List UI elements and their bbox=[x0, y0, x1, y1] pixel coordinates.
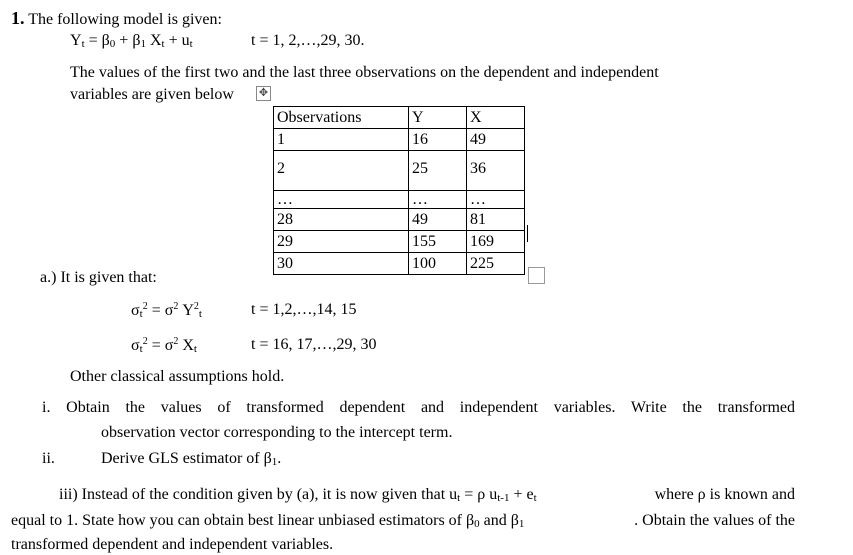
obs-text-line1: The values of the first two and the last three observations on the dependent and independent bbox=[70, 64, 659, 81]
iii-text: iii) Instead of the condition given by (a), it is now given that u bbox=[59, 486, 458, 503]
cond-sub: t bbox=[193, 343, 197, 355]
part-iii-line2 bbox=[11, 512, 795, 530]
table-row bbox=[274, 209, 525, 231]
item-ii-text bbox=[101, 450, 281, 468]
item-ii-label: ii. bbox=[42, 450, 55, 467]
question-intro: The following model is given: bbox=[28, 11, 222, 28]
part-iii-line1 bbox=[59, 486, 795, 504]
iii-text: . Obtain the values of the bbox=[634, 512, 795, 529]
iii-text: equal to 1. State how you can obtain best linear unbiased estimators of β bbox=[11, 512, 475, 529]
cond-text: Y bbox=[178, 302, 194, 319]
iii-sub: 0 bbox=[474, 518, 480, 530]
condition-2 bbox=[131, 336, 197, 355]
part-a-heading bbox=[40, 269, 157, 287]
eq-sub: t bbox=[81, 38, 85, 50]
item-i-line1: i. Obtain the values of transformed dependent and independent variables. Write the transformed bbox=[42, 399, 795, 416]
cond-sup: 2 bbox=[173, 301, 179, 312]
cond-sup: 2 bbox=[142, 336, 148, 347]
table-row bbox=[274, 191, 525, 209]
cond-sub: t bbox=[198, 308, 202, 320]
eq-sub: 0 bbox=[109, 38, 116, 50]
table-cell: 16 bbox=[409, 129, 467, 151]
cond-text: σ bbox=[131, 302, 140, 319]
table-row bbox=[274, 151, 525, 191]
eq-text: + u bbox=[164, 32, 190, 49]
iii-sub: t bbox=[457, 492, 461, 504]
item-i-line2: observation vector corresponding to the intercept term. bbox=[101, 424, 453, 441]
text-cursor bbox=[527, 225, 528, 242]
ii-sub: 1 bbox=[271, 456, 278, 468]
cond-text: σ bbox=[131, 337, 140, 354]
cond-sup: 2 bbox=[173, 336, 179, 347]
table-cell: 1 bbox=[274, 129, 409, 151]
eq-text: = β bbox=[84, 32, 110, 49]
header-observations: Observations bbox=[274, 107, 409, 129]
table-cell: 169 bbox=[467, 231, 525, 253]
table-cell: … bbox=[274, 191, 409, 209]
question-number: 1. bbox=[11, 8, 25, 28]
iii-sub: 1 bbox=[518, 518, 525, 530]
table-cell: 49 bbox=[467, 129, 525, 151]
iii-sub: t bbox=[533, 492, 537, 504]
table-row bbox=[274, 129, 525, 151]
part-iii-line3: transformed dependent and independent variables. bbox=[11, 536, 334, 553]
observations-table bbox=[273, 106, 525, 275]
eq-text: X bbox=[145, 32, 162, 49]
header-x: X bbox=[467, 107, 525, 129]
condition-1 bbox=[131, 301, 202, 320]
iii-text: + e bbox=[509, 486, 534, 503]
table-cell: … bbox=[467, 191, 525, 209]
other-assumptions: Other classical assumptions hold. bbox=[70, 368, 285, 385]
cond-sub: t bbox=[139, 308, 143, 320]
table-cell: 225 bbox=[467, 253, 525, 275]
eq-text: + β bbox=[115, 32, 141, 49]
table-cell: 49 bbox=[409, 209, 467, 231]
condition-1-range: t = 1,2,…,14, 15 bbox=[251, 301, 357, 318]
eq-y: Y bbox=[70, 32, 82, 49]
iii-segment bbox=[59, 486, 537, 504]
obs-text-line2: variables are given below bbox=[70, 86, 234, 103]
iii-text: where ρ is known and bbox=[654, 486, 795, 503]
eq-sub: t bbox=[189, 38, 193, 50]
table-cell: … bbox=[409, 191, 467, 209]
model-equation bbox=[70, 32, 193, 50]
table-header-row bbox=[274, 107, 525, 129]
header-y: Y bbox=[409, 107, 467, 129]
table-cell: 29 bbox=[274, 231, 409, 253]
cond-sup: 2 bbox=[193, 301, 199, 312]
table-move-handle-icon[interactable]: ✥ bbox=[256, 86, 271, 101]
cond-text: = σ bbox=[147, 302, 174, 319]
iii-sub: t-1 bbox=[497, 492, 510, 504]
table-cell: 25 bbox=[409, 151, 467, 191]
iii-text: = ρ u bbox=[460, 486, 498, 503]
cond-sup: 2 bbox=[142, 301, 148, 312]
ii-text: Derive GLS estimator of β bbox=[101, 450, 272, 467]
table-cell: 30 bbox=[274, 253, 409, 275]
ii-end: . bbox=[277, 450, 282, 467]
iii-segment bbox=[11, 512, 524, 530]
eq-sub: 1 bbox=[140, 38, 146, 50]
question-header bbox=[11, 8, 222, 29]
cond-text: X bbox=[178, 337, 194, 354]
table-resize-handle[interactable] bbox=[528, 267, 545, 284]
cond-text: = σ bbox=[147, 337, 174, 354]
table-cell: 155 bbox=[409, 231, 467, 253]
part-a-intro: It is given that: bbox=[60, 269, 157, 286]
table-cell: 81 bbox=[467, 209, 525, 231]
table-row bbox=[274, 253, 525, 275]
table-cell: 2 bbox=[274, 151, 409, 191]
cond-sub: t bbox=[139, 343, 143, 355]
table-cell: 28 bbox=[274, 209, 409, 231]
table-row bbox=[274, 231, 525, 253]
table-cell: 100 bbox=[409, 253, 467, 275]
iii-text: and β bbox=[479, 512, 519, 529]
table-cell: 36 bbox=[467, 151, 525, 191]
eq-sub: t bbox=[161, 38, 165, 50]
model-range: t = 1, 2,…,29, 30. bbox=[251, 32, 365, 49]
part-a-label: a.) bbox=[40, 269, 57, 286]
condition-2-range: t = 16, 17,…,29, 30 bbox=[251, 336, 377, 353]
